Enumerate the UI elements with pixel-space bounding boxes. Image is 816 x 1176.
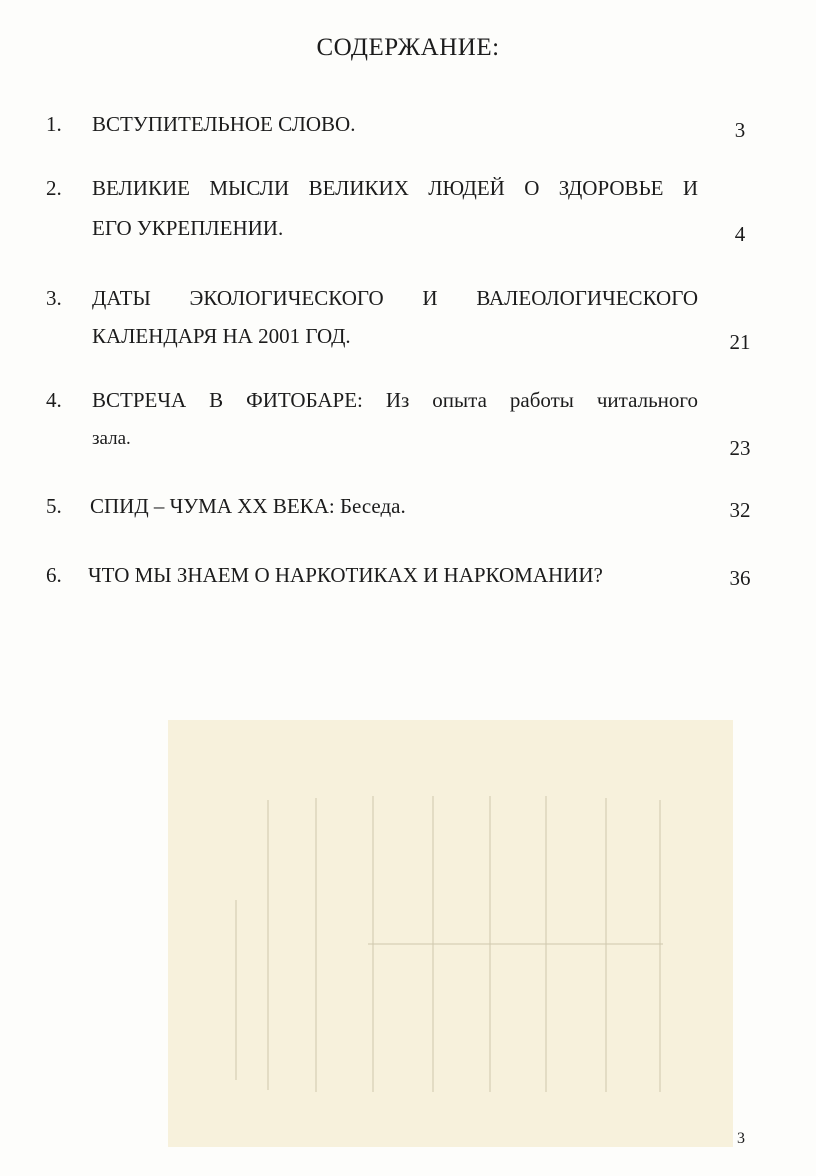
entry-title-line-2: КАЛЕНДАРЯ НА 2001 ГОД. <box>92 324 351 348</box>
entry-page-number: 21 <box>729 330 751 354</box>
entry-page-number: 32 <box>729 498 751 522</box>
entry-title-line-1: ВЕЛИКИЕ МЫСЛИ ВЕЛИКИХ ЛЮДЕЙ О ЗДОРОВЬЕ И <box>92 176 698 200</box>
entry-number: 3. <box>46 286 62 310</box>
footer-page-number: 3 <box>737 1130 745 1147</box>
entry-title-line-1: ДАТЫ ЭКОЛОГИЧЕСКОГО И ВАЛЕОЛОГИЧЕСКОГО <box>92 286 698 310</box>
entry-number: 2. <box>46 176 62 200</box>
entry-title-line-2: зала. <box>92 428 131 449</box>
entry-number: 6. <box>46 563 62 587</box>
entry-page-number: 3 <box>734 118 746 142</box>
entry-title: ЧТО МЫ ЗНАЕМ О НАРКОТИКАХ И НАРКОМАНИИ? <box>88 563 603 587</box>
entry-number: 5. <box>46 494 62 518</box>
entry-title: СПИД – ЧУМА XX ВЕКА: Беседа. <box>90 494 406 518</box>
entry-title: ВСТУПИТЕЛЬНОЕ СЛОВО. <box>92 112 356 136</box>
entry-number: 1. <box>46 112 62 136</box>
entry-page-number: 23 <box>729 436 751 460</box>
page-title: СОДЕРЖАНИЕ: <box>316 34 500 61</box>
library-card-stub <box>168 720 733 1147</box>
card-grid-lines <box>168 720 733 1147</box>
entry-title-line-1: ВСТРЕЧА В ФИТОБАРЕ: Из опыта работы читального <box>92 388 698 412</box>
entry-title-line-2: ЕГО УКРЕПЛЕНИИ. <box>92 216 284 240</box>
entry-page-number: 36 <box>729 566 751 590</box>
entry-number: 4. <box>46 388 62 412</box>
entry-page-number: 4 <box>734 222 746 246</box>
